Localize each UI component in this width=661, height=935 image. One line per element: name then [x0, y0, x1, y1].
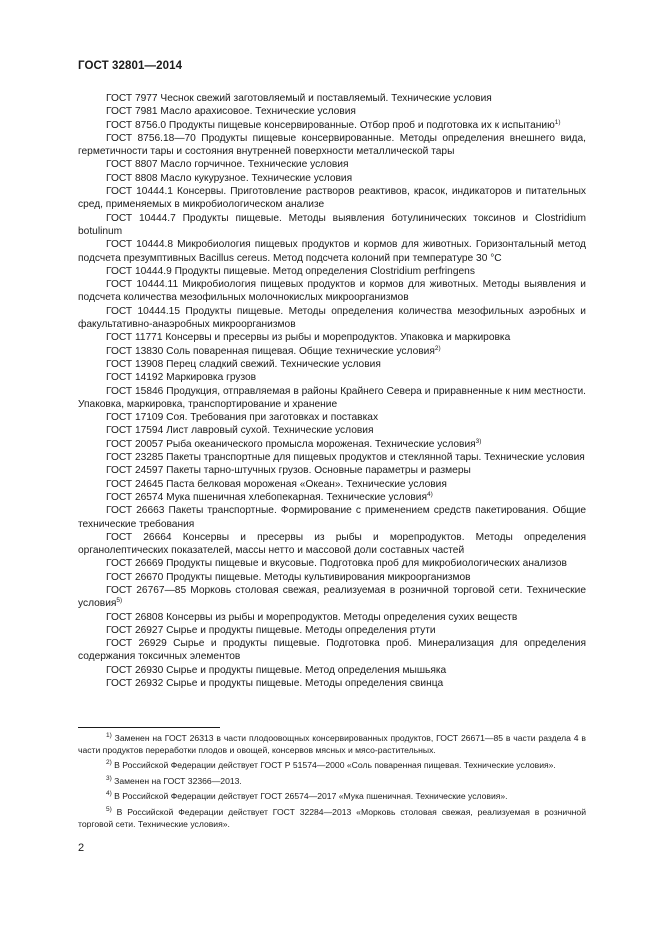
reference-text: ГОСТ 10444.7 Продукты пищевые. Методы выявления ботулинических токсинов и Clostridium botulinum	[78, 212, 586, 237]
footnote-item	[78, 807, 586, 830]
reference-item	[78, 331, 586, 344]
reference-item	[78, 238, 586, 265]
reference-item	[78, 491, 586, 504]
reference-item	[78, 584, 586, 611]
reference-item	[78, 158, 586, 171]
reference-item	[78, 119, 586, 132]
reference-item	[78, 132, 586, 159]
reference-item	[78, 438, 586, 451]
reference-item	[78, 172, 586, 185]
footnote-marker: 1)	[554, 118, 561, 126]
reference-text: ГОСТ 23285 Пакеты транспортные для пищевых продуктов и стеклянной тары. Технические условия	[106, 452, 585, 464]
footnote-mark: 5)	[106, 805, 112, 813]
reference-item	[78, 557, 586, 570]
footnote-marker: 3)	[475, 437, 482, 445]
reference-text: ГОСТ 10444.8 Микробиология пищевых продуктов и кормов для животных. Горизонтальный метод подсчета презумптивных Bacillus cereus. Метод подсчета колоний при температуре 30 °С	[78, 239, 586, 264]
reference-text: ГОСТ 14192 Маркировка грузов	[106, 372, 257, 384]
reference-item	[78, 358, 586, 371]
footnote-text: В Российской Федерации действует ГОСТ 32284—2013 «Морковь столовая свежая, реализуемая в розничной торговой сети. Технические условия».	[78, 806, 586, 829]
footnote-text: В Российской Федерации действует ГОСТ Р 51574—2000 «Соль поваренная пищевая. Технические условия».	[111, 760, 556, 771]
document-header: ГОСТ 32801—2014	[78, 60, 183, 72]
reference-item	[78, 305, 586, 332]
reference-text: ГОСТ 8807 Масло горчичное. Технические условия	[106, 159, 349, 171]
reference-item	[78, 411, 586, 424]
reference-item	[78, 385, 586, 412]
reference-text: ГОСТ 8756.18—70 Продукты пищевые консервированные. Методы определения внешнего вида, герметичности тары и состояния внутренней поверхности металлической тары	[78, 132, 586, 158]
footnote-mark: 4)	[106, 790, 112, 798]
reference-item	[78, 265, 586, 278]
reference-text: ГОСТ 26929 Сырье и продукты пищевые. Подготовка проб. Минерализация для определения содержания токсичных элементов	[78, 638, 586, 663]
reference-item	[78, 504, 586, 531]
footnote-text: Заменен на ГОСТ 32366—2013.	[111, 775, 242, 786]
reference-text: ГОСТ 7981 Масло арахисовое. Технические условия	[106, 106, 356, 118]
footnote-item	[78, 733, 586, 756]
reference-text: ГОСТ 26927 Сырье и продукты пищевые. Методы определения ртути	[106, 624, 436, 636]
footnote-text: Заменен на ГОСТ 26313 в части плодоовощных консервированных продуктов, ГОСТ 26671—85 в части раздела 4 в части продуктов переработки плодов и овощей, консервов мясных и мясо-растительных.	[78, 733, 586, 755]
reference-text: ГОСТ 7977 Чеснок свежий заготовляемый и поставляемый. Технические условия	[106, 93, 492, 104]
footnote-mark: 2)	[106, 759, 112, 767]
reference-item	[78, 478, 586, 491]
reference-item	[78, 451, 586, 464]
reference-item	[78, 664, 586, 677]
reference-text: ГОСТ 24645 Паста белковая мороженая «Океан». Технические условия	[106, 478, 447, 490]
footnote-marker: 5)	[116, 597, 123, 605]
footnote-item	[78, 776, 586, 788]
reference-item	[78, 371, 586, 384]
reference-text: ГОСТ 26767—85 Морковь столовая свежая, реализуемая в розничной торговой сети. Технические условия	[78, 584, 586, 610]
reference-item	[78, 212, 586, 239]
reference-text: ГОСТ 10444.9 Продукты пищевые. Метод определения Clostridium perfringens	[106, 265, 475, 277]
reference-text: ГОСТ 26932 Сырье и продукты пищевые. Методы определения свинца	[106, 678, 444, 690]
reference-item	[78, 105, 586, 118]
footnote-marker: 2)	[434, 344, 441, 352]
reference-text: ГОСТ 26930 Сырье и продукты пищевые. Метод определения мышьяка	[106, 664, 447, 676]
reference-text: ГОСТ 26669 Продукты пищевые и вкусовые. Подготовка проб для микробиологических анализов	[106, 558, 567, 570]
reference-item	[78, 345, 586, 358]
reference-text: ГОСТ 26808 Консервы из рыбы и морепродуктов. Методы определения сухих веществ	[106, 611, 518, 623]
reference-text: ГОСТ 26670 Продукты пищевые. Методы культивирования микроорганизмов	[106, 571, 471, 583]
footnote-mark: 1)	[106, 732, 112, 739]
reference-text: ГОСТ 17109 Соя. Требования при заготовках и поставках	[106, 412, 379, 424]
reference-item	[78, 637, 586, 664]
reference-text: ГОСТ 26664 Консервы и пресервы из рыбы и морепродуктов. Методы определения органолептических показателей, массы нетто и массовой доли составных частей	[78, 531, 586, 557]
footnote-text: В Российской Федерации действует ГОСТ 26574—2017 «Мука пшеничная. Технические условия».	[111, 791, 508, 802]
reference-text: ГОСТ 26574 Мука пшеничная хлебопекарная. Технические условия	[106, 491, 427, 503]
reference-text: ГОСТ 13908 Перец сладкий свежий. Технические условия	[106, 358, 381, 370]
footnotes-list	[78, 733, 586, 834]
footnote-marker: 4)	[426, 490, 433, 498]
reference-text: ГОСТ 26663 Пакеты транспортные. Формирование с применением средств пакетирования. Общие технические требования	[78, 505, 586, 530]
reference-text: ГОСТ 15846 Продукция, отправляемая в районы Крайнего Севера и приравненные к ним местности. Упаковка, маркировка, транспортирование и хранение	[78, 385, 586, 410]
footnote-item	[78, 791, 586, 803]
reference-item	[78, 611, 586, 624]
reference-text: ГОСТ 24597 Пакеты тарно-штучных грузов. Основные параметры и размеры	[106, 465, 471, 477]
reference-item	[78, 278, 586, 305]
footnote-item	[78, 760, 586, 772]
reference-text: ГОСТ 13830 Соль поваренная пищевая. Общие технические условия	[106, 345, 435, 357]
reference-item	[78, 531, 586, 558]
normative-references-list	[78, 92, 586, 690]
page-number: 2	[78, 842, 85, 854]
reference-item	[78, 624, 586, 637]
reference-item	[78, 571, 586, 584]
reference-item	[78, 92, 586, 105]
reference-item	[78, 677, 586, 690]
reference-text: ГОСТ 8808 Масло кукурузное. Технические условия	[106, 172, 353, 184]
reference-text: ГОСТ 8756.0 Продукты пищевые консервированные. Отбор проб и подготовка их к испытанию	[106, 119, 555, 131]
reference-text: ГОСТ 17594 Лист лавровый сухой. Технические условия	[106, 425, 374, 437]
reference-text: ГОСТ 10444.11 Микробиология пищевых продуктов и кормов для животных. Методы выявления и подсчета количества мезофильных молочнокислых микроорганизмов	[78, 279, 586, 304]
footnote-separator	[78, 727, 220, 728]
reference-item	[78, 424, 586, 437]
footnote-mark: 3)	[106, 774, 112, 782]
reference-text: ГОСТ 11771 Консервы и пресервы из рыбы и морепродуктов. Упаковка и маркировка	[106, 332, 511, 344]
reference-item	[78, 464, 586, 477]
reference-text: ГОСТ 10444.1 Консервы. Приготовление растворов реактивов, красок, индикаторов и питательных сред, применяемых в микробиологическом анализе	[78, 186, 586, 211]
reference-text: ГОСТ 10444.15 Продукты пищевые. Методы определения количества мезофильных аэробных и факультативно-анаэробных микроорганизмов	[78, 305, 586, 331]
reference-text: ГОСТ 20057 Рыба океанического промысла мороженая. Технические условия	[106, 438, 476, 450]
reference-item	[78, 185, 586, 212]
